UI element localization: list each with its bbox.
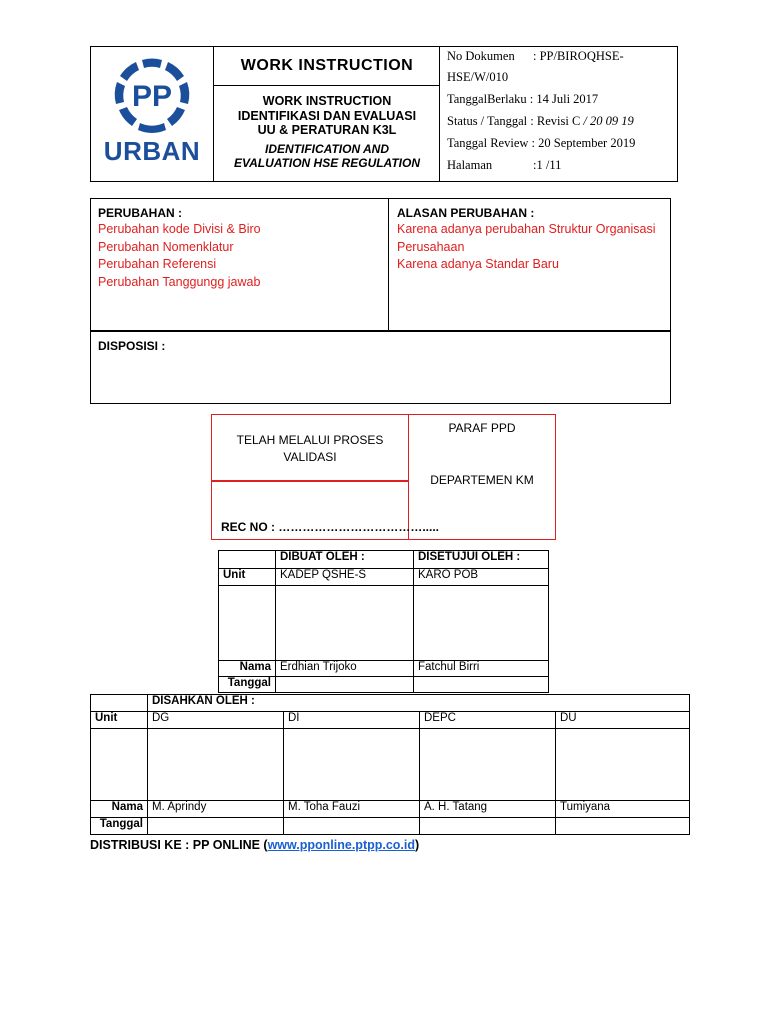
unit-label: Unit: [219, 569, 276, 586]
tanggal-label: Tanggal: [219, 677, 276, 693]
review-label: Tanggal Review :: [447, 136, 535, 150]
nama-label: Nama: [219, 661, 276, 677]
doc-title: [214, 94, 440, 138]
perubahan-list: [98, 221, 383, 291]
perubahan-item: Perubahan kode Divisi & Biro: [98, 222, 261, 236]
signature-dg: [148, 729, 284, 801]
tanggal-label: Tanggal: [91, 818, 148, 835]
doc-title-line: IDENTIFIKASI DAN EVALUASI: [237, 108, 417, 123]
validated-line: VALIDASI: [283, 450, 337, 464]
dibuat-nama: Erdhian Trijoko: [276, 661, 414, 677]
meta-review: [447, 136, 677, 151]
review-value: 20 September 2019: [538, 136, 636, 150]
validated-line: TELAH MELALUI PROSES: [236, 433, 384, 447]
meta-status: [447, 114, 677, 129]
disetujui-unit: KARO POB: [414, 569, 549, 586]
unit-du: DU: [556, 712, 690, 729]
alasan-item: Karena adanya perubahan Struktur Organisasi: [397, 222, 656, 236]
disposisi-label: DISPOSISI :: [98, 339, 166, 353]
no-dokumen-value: : PP/BIROQHSE-: [533, 49, 624, 63]
logo-text: URBAN: [103, 136, 201, 166]
change-divider: [388, 198, 389, 331]
disetujui-tanggal: [414, 677, 549, 693]
signature-depc: [420, 729, 556, 801]
tanggal-du: [556, 818, 690, 835]
dibuat-signature: [276, 586, 414, 661]
alasan-list: [397, 221, 669, 274]
unit-label: Unit: [91, 712, 148, 729]
doc-title-en-line: EVALUATION HSE REGULATION: [234, 156, 420, 170]
status-date: / 20 09 19: [583, 114, 634, 128]
halaman-value: :1 /11: [533, 158, 562, 172]
alasan-item: Perusahaan: [397, 239, 465, 254]
rec-no: REC NO : ……………………………….....: [221, 520, 440, 534]
meta-no-dokumen-2: HSE/W/010: [447, 70, 509, 84]
dibuat-header: DIBUAT OLEH :: [276, 551, 414, 569]
halaman-label: Halaman: [447, 158, 493, 172]
signature-di: [284, 729, 420, 801]
nama-di: M. Toha Fauzi: [284, 801, 420, 818]
distribution-suffix: ): [415, 838, 420, 852]
nama-label: Nama: [91, 801, 148, 818]
approval-corner: [219, 551, 276, 569]
nama-dg: M. Aprindy: [148, 801, 284, 818]
tanggal-dg: [148, 818, 284, 835]
no-dokumen-label: No Dokumen: [447, 49, 515, 63]
tanggal-depc: [420, 818, 556, 835]
validated-text: [211, 432, 409, 466]
doc-title-en-line: IDENTIFICATION AND: [265, 142, 389, 156]
ratification-corner: [91, 695, 148, 712]
alasan-item: Karena adanya Standar Baru: [397, 257, 559, 271]
alasan-label: ALASAN PERUBAHAN :: [397, 206, 535, 220]
approval-table: [218, 550, 549, 693]
doc-type-title: WORK INSTRUCTION: [214, 46, 440, 86]
departemen-km: DEPARTEMEN KM: [430, 473, 534, 487]
signature-du: [556, 729, 690, 801]
validation-divider: [211, 480, 409, 482]
distribution-line: [90, 838, 419, 852]
distribution-prefix: DISTRIBUSI KE : PP ONLINE (: [90, 838, 268, 852]
signature-label-cell: [91, 729, 148, 801]
meta-tanggal-berlaku: [447, 92, 677, 107]
unit-di: DI: [284, 712, 420, 729]
perubahan-item: Perubahan Nomenklatur: [98, 239, 234, 254]
pp-mark: PP: [131, 80, 173, 113]
dibuat-tanggal: [276, 677, 414, 693]
pponline-link[interactable]: www.pponline.ptpp.co.id: [267, 838, 416, 852]
unit-depc: DEPC: [420, 712, 556, 729]
doc-title-line: UU & PERATURAN K3L: [257, 123, 397, 137]
nama-depc: A. H. Tatang: [420, 801, 556, 818]
tanggal-di: [284, 818, 420, 835]
perubahan-item: Perubahan Referensi: [98, 257, 217, 271]
nama-du: Tumiyana: [556, 801, 690, 818]
dibuat-unit: KADEP QSHE-S: [276, 569, 414, 586]
tanggal-berlaku-value: 14 Juli 2017: [536, 92, 599, 106]
disetujui-header: DISETUJUI OLEH :: [414, 551, 549, 569]
status-value: Revisi C: [536, 114, 581, 128]
change-hr: [90, 330, 671, 332]
tanggal-berlaku-label: TanggalBerlaku :: [447, 92, 534, 106]
ratification-table: [90, 694, 690, 835]
perubahan-label: PERUBAHAN :: [98, 206, 182, 220]
disetujui-signature: [414, 586, 549, 661]
signature-label-cell: [219, 586, 276, 661]
disahkan-header: DISAHKAN OLEH :: [148, 695, 690, 712]
doc-title-english: [214, 142, 440, 170]
logo-cell: [90, 46, 214, 182]
unit-dg: DG: [148, 712, 284, 729]
meta-no-dokumen: [447, 49, 677, 64]
perubahan-item: Perubahan Tanggungg jawab: [98, 274, 261, 289]
doc-title-line: WORK INSTRUCTION: [262, 94, 392, 108]
disetujui-nama: Fatchul Birri: [414, 661, 549, 677]
meta-halaman: [447, 158, 677, 173]
paraf-ppd: PARAF PPD: [448, 421, 516, 435]
status-label: Status / Tanggal :: [447, 114, 534, 128]
